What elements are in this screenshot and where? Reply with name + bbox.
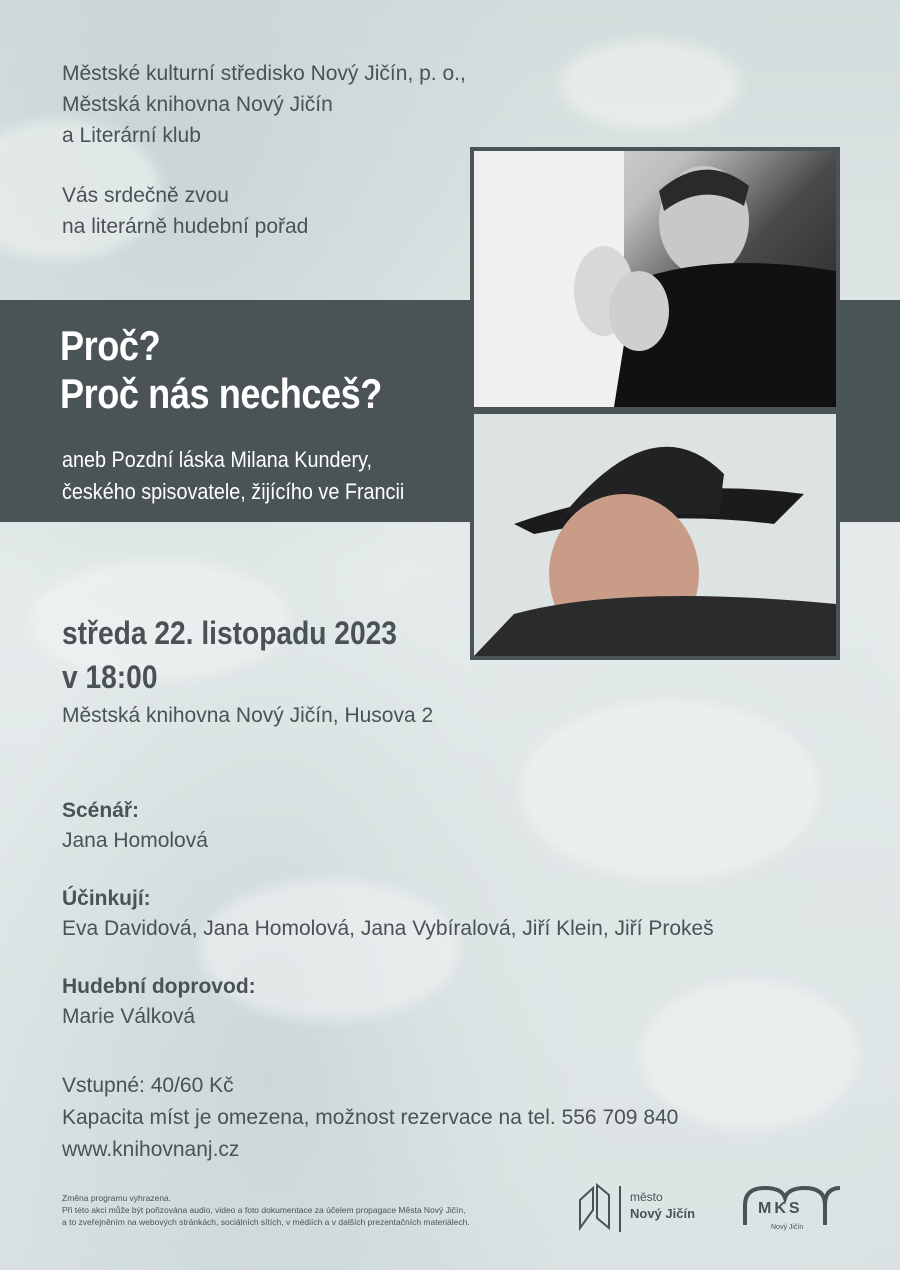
event-time: v 18:00 <box>62 659 158 695</box>
fine-print <box>62 1192 470 1228</box>
admission-fee: Vstupné: 40/60 Kč <box>62 1074 234 1097</box>
subtitle-line-1: aneb Pozdní láska Milana Kundery, <box>62 447 373 472</box>
subtitle <box>62 444 404 508</box>
organizer-line: Městské kulturní středisko Nový Jičín, p. o., <box>62 62 466 85</box>
title-line-1: Proč? <box>60 322 161 369</box>
organizer-line: Městská knihovna Nový Jičín <box>62 93 333 116</box>
invitation <box>62 180 308 242</box>
credit-label: Účinkují: <box>62 887 151 910</box>
portrait-photo-black-white <box>470 147 840 411</box>
invite-line: na literárně hudební pořad <box>62 215 309 238</box>
credit-label: Scénář: <box>62 799 140 822</box>
city-logo-name: Nový Jičín <box>630 1206 696 1221</box>
event-date: středa 22. listopadu 2023 <box>62 615 397 651</box>
credit-value: Marie Válková <box>62 1005 196 1028</box>
credit-script <box>62 796 714 856</box>
practical-info <box>62 1070 678 1166</box>
mks-logo <box>740 1180 850 1240</box>
credit-music <box>62 972 714 1032</box>
subtitle-line-2: českého spisovatele, žijícího ve Francii <box>62 479 405 504</box>
organizer-line: a Literární klub <box>62 124 201 147</box>
portrait-illustration <box>474 414 836 656</box>
mks-logo-city: Nový Jičín <box>771 1224 804 1231</box>
fine-print-line: Při této akci může být pořizována audio, video a foto dokumentace za účelem propagace Města Nový Jičín, <box>62 1205 466 1215</box>
credit-cast <box>62 884 714 944</box>
capacity-note: Kapacita míst je omezena, možnost rezervace na tel. 556 709 840 <box>62 1106 679 1129</box>
organizers <box>62 58 466 151</box>
mks-logo-letters: MKS <box>758 1200 803 1217</box>
city-logo <box>575 1180 715 1240</box>
invite-line: Vás srdečně zvou <box>62 184 229 207</box>
portrait-photo-color <box>470 410 840 660</box>
event-place: Městská knihovna Nový Jičín, Husova 2 <box>62 704 434 727</box>
fine-print-line: a to zveřejněním na webových stránkách, sociálních sítích, v médiích a v dalších prezentačních materiálech. <box>62 1217 470 1227</box>
website-link[interactable]: www.knihovnanj.cz <box>62 1138 240 1161</box>
city-logo-small-text: město <box>630 1190 663 1204</box>
title-line-2: Proč nás nechceš? <box>60 370 382 417</box>
credits <box>62 796 714 1060</box>
portrait-illustration <box>474 151 836 407</box>
credit-label: Hudební doprovod: <box>62 975 256 998</box>
city-emblem-icon <box>575 1180 625 1236</box>
fine-print-line: Změna programu vyhrazena. <box>62 1193 172 1203</box>
credit-value: Eva Davidová, Jana Homolová, Jana Vybíralová, Jiří Klein, Jiří Prokeš <box>62 917 714 940</box>
background-leaf-shape <box>560 40 740 130</box>
credit-value: Jana Homolová <box>62 829 208 852</box>
